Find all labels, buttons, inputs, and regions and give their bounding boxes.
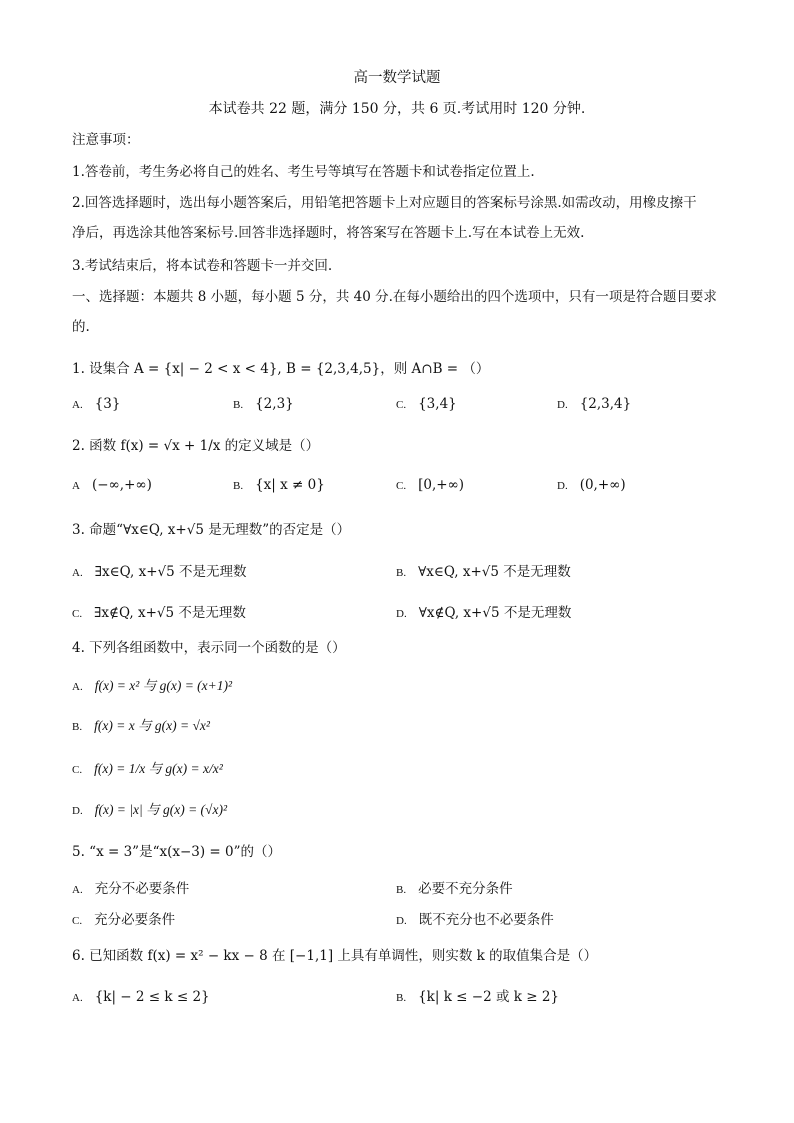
option — [72, 603, 246, 624]
option-label: B. — [396, 567, 407, 579]
option — [396, 562, 571, 583]
option-text: ∃x∉Q, x+√5 不是无理数 — [94, 605, 246, 621]
option — [233, 475, 325, 496]
page-subtitle: 本试卷共 22 题，满分 150 分，共 6 页.考试用时 120 分钟. — [208, 101, 586, 117]
notice-item: 净后，再选涂其他答案标号.回答非选择题时，将答案写在答题卡上.写在本试卷上无效. — [72, 225, 585, 241]
option-label: B. — [396, 884, 407, 896]
notice-item: 1.答卷前，考生务必将自己的姓名、考生号等填写在答题卡和试卷指定位置上. — [72, 164, 535, 180]
question-stem: 4. 下列各组函数中，表示同一个函数的是（） — [72, 640, 346, 656]
option-text: ∀x∉Q, x+√5 不是无理数 — [418, 605, 572, 621]
option — [72, 759, 223, 780]
section-heading: 一、选择题：本题共 8 小题，每小题 5 分，共 40 分.在每小题给出的四个选项中，只有一项是符合题目要求 — [72, 289, 717, 305]
notice-item: 2.回答选择题时，选出每小题答案后，用铅笔把答题卡上对应题目的答案标号涂黑.如需改动，用橡皮擦干 — [72, 195, 697, 211]
option — [72, 676, 232, 697]
option-text: f(x) = 1/x 与 g(x) = x/x² — [94, 761, 223, 776]
option-label: B. — [233, 480, 244, 492]
option — [72, 879, 189, 900]
option — [72, 716, 210, 737]
option-label: A. — [72, 681, 83, 693]
option-text: {2,3,4} — [579, 396, 632, 412]
question-stem: 1. 设集合 A = {x| − 2 < x < 4}, B = {2,3,4,5}，则 A∩B = （） — [72, 361, 490, 377]
option — [233, 394, 294, 415]
option-text: f(x) = |x| 与 g(x) = (√x)² — [94, 802, 227, 817]
option — [396, 987, 559, 1008]
option-text: (−∞,+∞) — [91, 477, 152, 493]
option-label: D. — [396, 915, 407, 927]
option — [72, 910, 175, 931]
option — [557, 394, 631, 415]
option-label: B. — [72, 721, 83, 733]
option-text: {x| x ≠ 0} — [255, 477, 325, 493]
option-label: C. — [72, 608, 83, 620]
option-text: {3,4} — [418, 396, 457, 412]
option — [72, 800, 227, 821]
option-label: C. — [72, 915, 83, 927]
notice-item: 3.考试结束后，将本试卷和答题卡一并交回. — [72, 258, 333, 274]
option-label: D. — [396, 608, 407, 620]
page-title: 高一数学试题 — [353, 70, 441, 86]
option-label: C. — [72, 764, 83, 776]
option-label: C. — [396, 480, 407, 492]
option — [72, 562, 247, 583]
option-label: D. — [557, 480, 568, 492]
option — [396, 879, 513, 900]
option-text: 充分必要条件 — [94, 912, 176, 928]
question-stem: 3. 命题“∀x∈Q, x+√5 是无理数”的否定是（） — [72, 522, 351, 538]
notice-heading: 注意事项： — [72, 132, 140, 148]
option-text: ∃x∈Q, x+√5 不是无理数 — [94, 564, 247, 580]
option-label: D. — [557, 399, 568, 411]
option-label: D. — [72, 805, 83, 817]
question-stem: 5. “x = 3”是“x(x−3) = 0”的（） — [72, 844, 282, 860]
option-label: A. — [72, 399, 83, 411]
question-stem: 2. 函数 f(x) = √x + 1/x 的定义域是（） — [72, 438, 320, 454]
option — [72, 394, 120, 415]
option-label: A. — [72, 567, 83, 579]
option-label: A — [72, 480, 80, 492]
option-text: {3} — [94, 396, 121, 412]
option — [396, 475, 464, 496]
option-text: 充分不必要条件 — [94, 881, 190, 897]
option — [72, 475, 152, 496]
option-label: B. — [233, 399, 244, 411]
option-label: C. — [396, 399, 407, 411]
option-text: 既不充分也不必要条件 — [418, 912, 554, 928]
option-label: A. — [72, 992, 83, 1004]
option-text: f(x) = x 与 g(x) = √x² — [94, 718, 210, 733]
option-text: ∀x∈Q, x+√5 不是无理数 — [418, 564, 571, 580]
option — [557, 475, 626, 496]
option-text: f(x) = x² 与 g(x) = (x+1)² — [94, 678, 233, 693]
option — [396, 394, 457, 415]
option-text: {k| − 2 ≤ k ≤ 2} — [94, 989, 210, 1005]
option-text: (0,+∞) — [579, 477, 626, 493]
option-text: {k| k ≤ −2 或 k ≥ 2} — [418, 989, 560, 1005]
option-label: A. — [72, 884, 83, 896]
option-text: 必要不充分条件 — [418, 881, 513, 897]
option-text: [0,+∞) — [418, 477, 465, 493]
option — [396, 910, 554, 931]
question-stem: 6. 已知函数 f(x) = x² − kx − 8 在 [−1,1] 上具有单调性，则实数 k 的取值集合是（） — [72, 948, 598, 964]
option-label: B. — [396, 992, 407, 1004]
option — [396, 603, 571, 624]
section-heading-cont: 的. — [72, 319, 90, 335]
option — [72, 987, 210, 1008]
option-text: {2,3} — [255, 396, 294, 412]
